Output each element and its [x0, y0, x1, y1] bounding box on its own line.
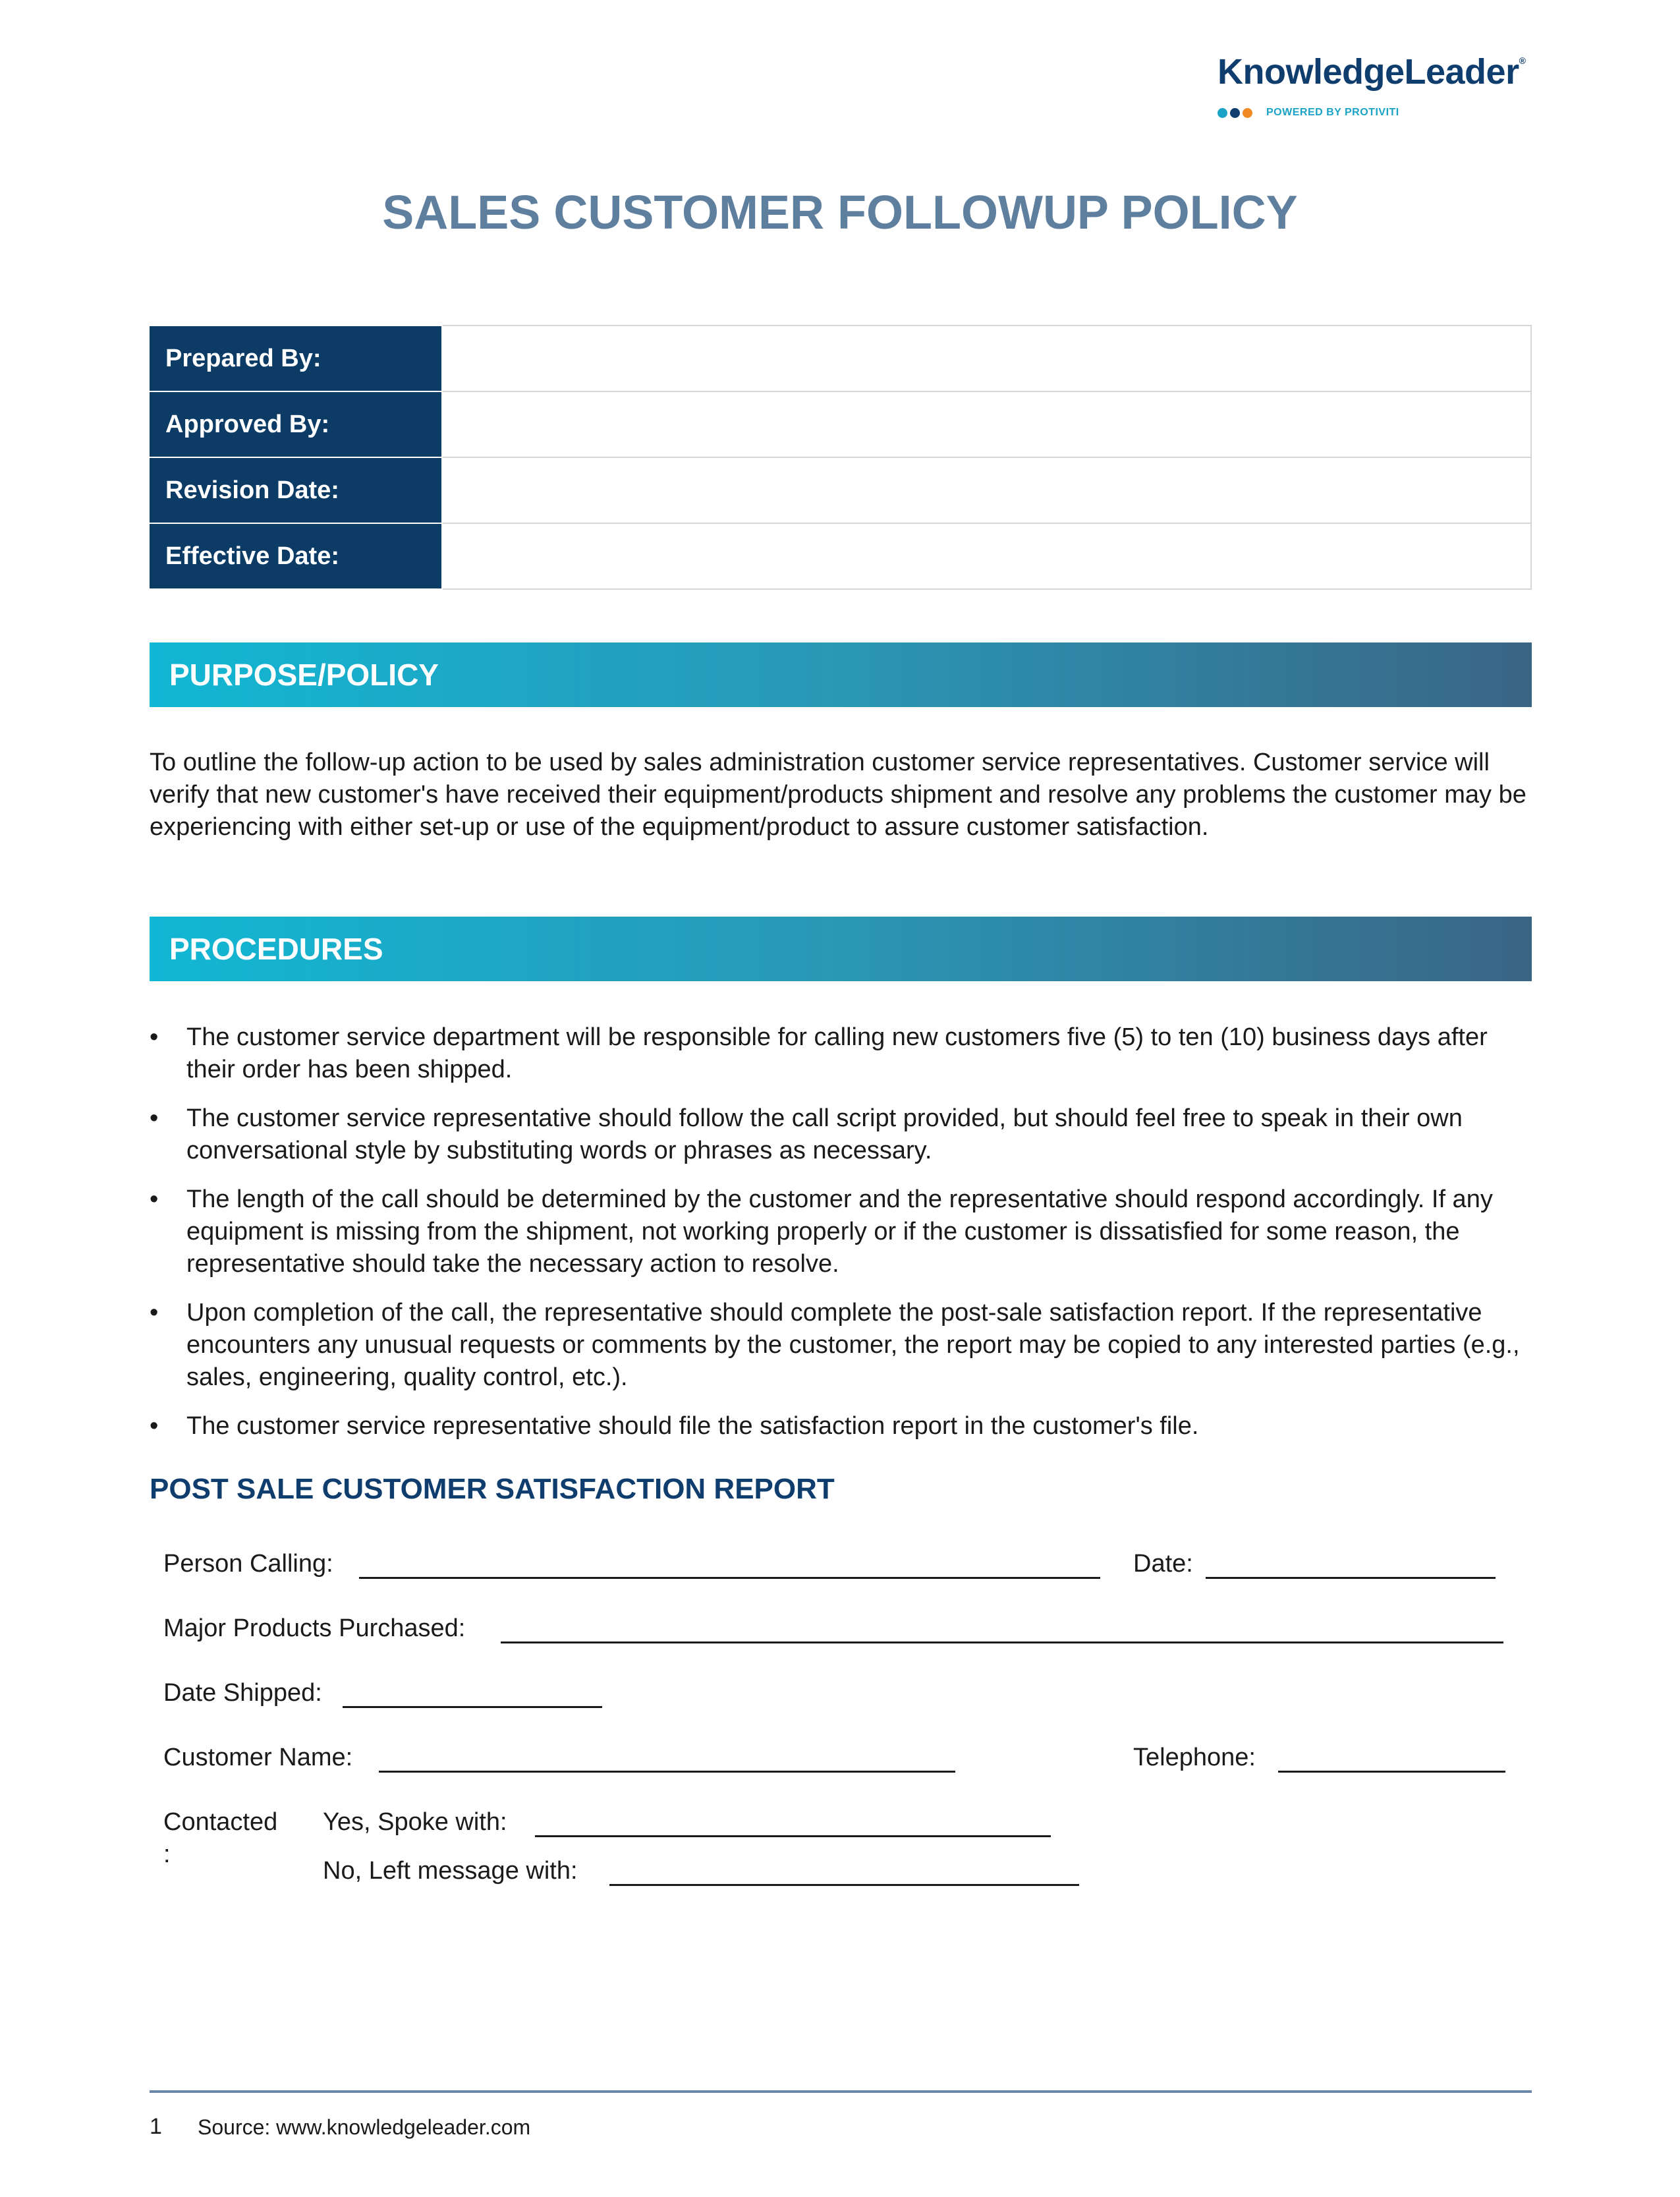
info-row [150, 457, 1531, 523]
document-info-table [150, 325, 1532, 590]
logo-dot-teal [1218, 108, 1227, 118]
info-label-prepared-by: Prepared By: [150, 326, 442, 391]
list-item [150, 1102, 1533, 1167]
no-left-message-label: No, Left message with: [323, 1857, 578, 1885]
bullet-icon: • [150, 1185, 159, 1213]
procedure-text: Upon completion of the call, the representative should complete the post-sale satisfaction report. If the representative encounters any unusual requests or comments by the customer, the report may be copied to any interested parties (e.g., sales, engineering, quality control, etc.). [186, 1299, 1520, 1391]
procedure-text: The customer service department will be responsible for calling new customers five (5) to ten (10) business days after their order has been shipped. [186, 1023, 1488, 1083]
date-label: Date: [1133, 1550, 1193, 1578]
major-products-field[interactable] [501, 1641, 1503, 1643]
customer-name-label: Customer Name: [163, 1744, 353, 1771]
purpose-text: To outline the follow-up action to be used by sales administration customer service representatives. Customer service will verify that new customer's have received their equipment/products shipment and resolve any problems the customer may be experiencing with either set-up or use of the equipment/product to assure customer satisfaction. [150, 749, 1526, 841]
spoke-with-field[interactable] [535, 1835, 1051, 1837]
info-value-prepared-by[interactable] [442, 326, 1531, 391]
source-text: Source: www.knowledgeleader.com [198, 2115, 531, 2139]
logo-dots-icon [1218, 108, 1255, 119]
date-shipped-label: Date Shipped: [163, 1679, 322, 1707]
info-row [150, 326, 1531, 391]
info-label-revision-date: Revision Date: [150, 457, 442, 523]
logo-name: KnowledgeLeader [1218, 52, 1519, 92]
report-heading: POST SALE CUSTOMER SATISFACTION REPORT [150, 1473, 835, 1505]
procedure-text: The customer service representative should follow the call script provided, but should feel free to speak in their own conversational style by substituting words or phrases as necessary. [186, 1104, 1463, 1164]
info-value-effective-date[interactable] [442, 523, 1531, 589]
procedures-heading: PROCEDURES [169, 932, 383, 966]
date-field[interactable] [1206, 1577, 1496, 1579]
yes-spoke-with-label: Yes, Spoke with: [323, 1808, 507, 1836]
date-shipped-field[interactable] [343, 1706, 602, 1708]
footer-divider [150, 2090, 1532, 2093]
person-calling-field[interactable] [359, 1577, 1100, 1579]
logo-dot-orange [1243, 108, 1252, 118]
list-item [150, 1297, 1533, 1394]
customer-name-field[interactable] [379, 1771, 955, 1773]
contacted-label: Contacted [163, 1808, 278, 1836]
person-calling-label: Person Calling: [163, 1550, 333, 1578]
purpose-heading: PURPOSE/POLICY [169, 658, 439, 692]
list-item [150, 1184, 1533, 1280]
telephone-field[interactable] [1278, 1771, 1505, 1773]
logo-registered-mark: ® [1519, 55, 1526, 66]
list-item [150, 1410, 1533, 1442]
bullet-icon: • [150, 1023, 159, 1051]
info-row [150, 523, 1531, 589]
major-products-label: Major Products Purchased: [163, 1614, 466, 1642]
info-value-approved-by[interactable] [442, 391, 1531, 457]
procedures-list [150, 1021, 1533, 1459]
bullet-icon: • [150, 1104, 159, 1132]
document-title: SALES CUSTOMER FOLLOWUP POLICY [382, 186, 1298, 239]
procedure-text: The length of the call should be determined by the customer and the representative should respond accordingly. If any equipment is missing from the shipment, not working properly or if the customer is dissatisfied for some reason, the representative should take the necessary action to resolve. [186, 1185, 1493, 1278]
info-value-revision-date[interactable] [442, 457, 1531, 523]
info-row [150, 391, 1531, 457]
bullet-icon: • [150, 1299, 159, 1327]
procedures-section-header [150, 917, 1532, 981]
procedure-text: The customer service representative should file the satisfaction report in the customer's file. [186, 1412, 1199, 1440]
list-item [150, 1021, 1533, 1086]
bullet-icon: • [150, 1412, 159, 1440]
logo-tagline: POWERED BY PROTIVITI [1266, 107, 1399, 118]
telephone-label: Telephone: [1133, 1744, 1256, 1771]
page-number: 1 [150, 2114, 162, 2139]
info-label-approved-by: Approved By: [150, 391, 442, 457]
logo-dot-navy [1230, 108, 1240, 118]
left-message-with-field[interactable] [609, 1884, 1079, 1886]
contacted-colon: : [163, 1840, 171, 1868]
knowledgeleader-logo [1218, 51, 1525, 92]
info-label-effective-date: Effective Date: [150, 523, 442, 589]
purpose-section-header [150, 642, 1532, 707]
